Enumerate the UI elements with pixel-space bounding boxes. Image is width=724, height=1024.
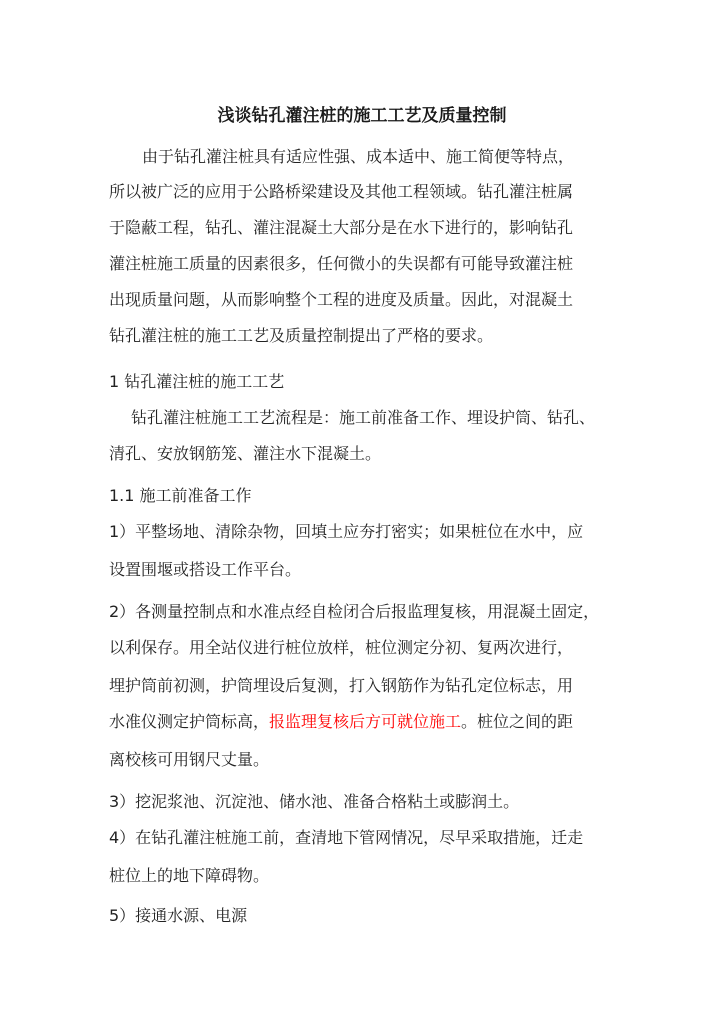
item-4-line-1: 4）在钻孔灌注桩施工前，查清地下管网情况，尽早采取措施，迁走 <box>109 828 584 847</box>
item-1-line-1: 1）平整场地、清除杂物，回填土应夯打密实；如果桩位在水中，应 <box>109 522 584 541</box>
intro-line-4: 灌注桩施工质量的因素很多，任何微小的失误都有可能导致灌注桩 <box>109 254 574 273</box>
intro-line-1: 由于钻孔灌注桩具有适应性强、成本适中、施工简便等特点， <box>142 147 575 166</box>
item-3-line: 3）挖泥浆池、沉淀池、储水池、准备合格粘土或膨润土。 <box>109 792 520 811</box>
item-2-line-5: 离校核可用钢尺丈量。 <box>109 750 270 769</box>
document-title: 浅谈钻孔灌注桩的施工工艺及质量控制 <box>217 106 507 126</box>
item-2-line-3: 埋护筒前初测，护筒埋设后复测，打入钢筋作为钻孔定位标志，用 <box>109 676 574 695</box>
item-4-line-2: 桩位上的地下障碍物。 <box>109 866 270 885</box>
item-2-line-4-text-before: 水准仪测定护筒标高， <box>109 712 270 731</box>
intro-line-2: 所以被广泛的应用于公路桥梁建设及其他工程领域。钻孔灌注桩属 <box>109 182 574 201</box>
intro-line-6: 钻孔灌注桩的施工工艺及质量控制提出了严格的要求。 <box>109 326 494 345</box>
item-2-line-4 <box>109 710 573 734</box>
section-1-para-line-1: 钻孔灌注桩施工工艺流程是：施工前准备工作、埋设护筒、钻孔、 <box>131 408 596 427</box>
item-2-highlight-text: 报监理复核后方可就位施工 <box>269 712 462 731</box>
item-2-line-1: 2）各测量控制点和水准点经自检闭合后报监理复核，用混凝土固定， <box>109 602 600 621</box>
item-2-line-2: 以利保存。用全站仪进行桩位放样，桩位测定分初、复两次进行， <box>109 638 574 657</box>
section-1-1-heading: 1.1 施工前准备工作 <box>109 486 252 505</box>
section-1-heading: 1 钻孔灌注桩的施工工艺 <box>109 372 285 391</box>
item-5-line: 5）接通水源、电源 <box>109 906 248 925</box>
section-1-para-line-2: 清孔、安放钢筋笼、灌注水下混凝土。 <box>109 444 382 463</box>
item-1-line-2: 设置围堰或搭设工作平台。 <box>109 560 302 579</box>
intro-line-5: 出现质量问题，从而影响整个工程的进度及质量。因此，对混凝土 <box>109 290 574 309</box>
item-2-line-4-text-after: 。桩位之间的距 <box>461 712 574 731</box>
intro-line-3: 于隐蔽工程，钻孔、灌注混凝土大部分是在水下进行的，影响钻孔 <box>109 218 574 237</box>
